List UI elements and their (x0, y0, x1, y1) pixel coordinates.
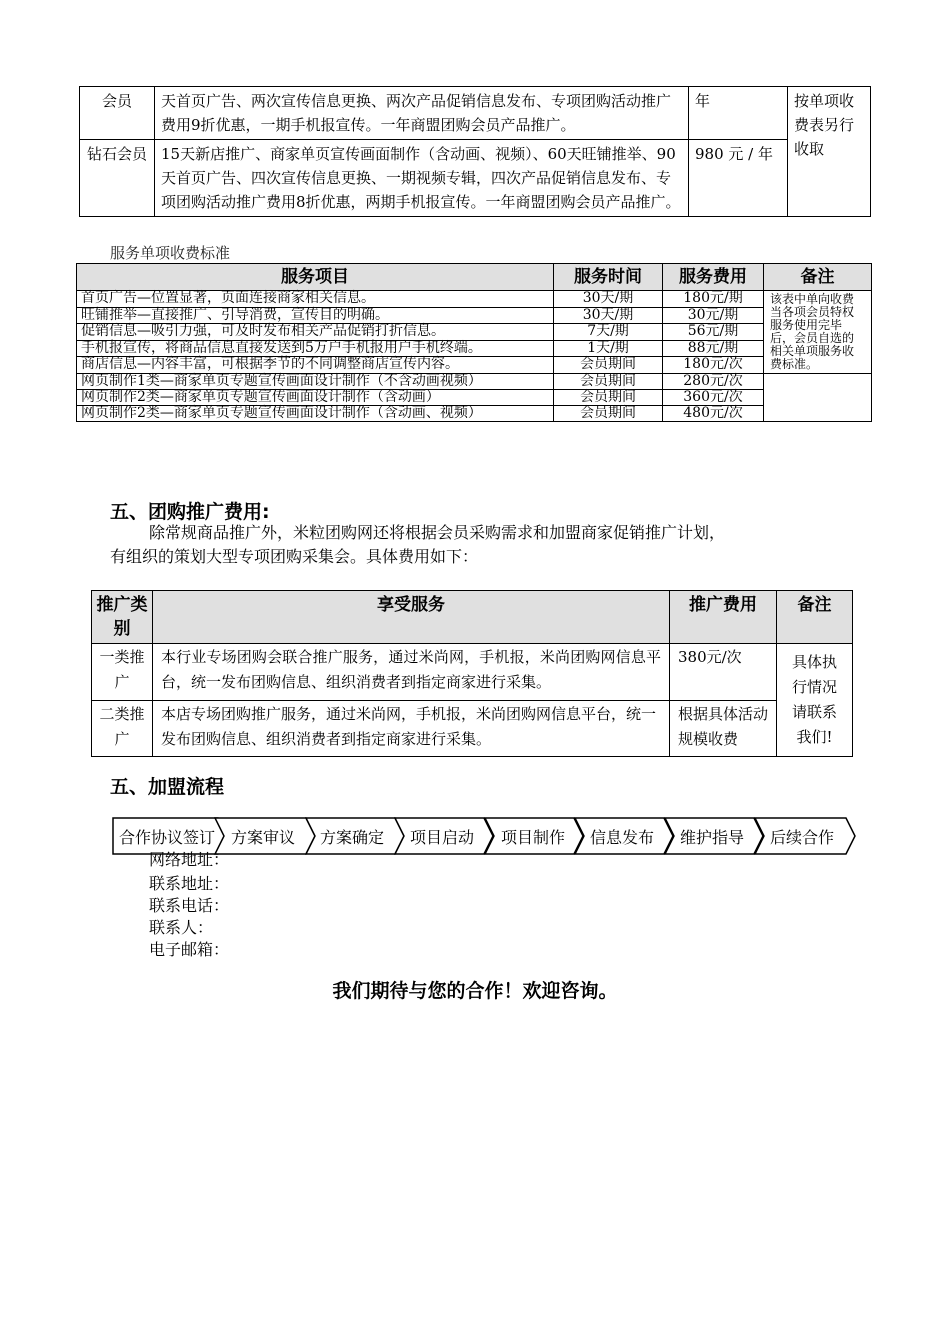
service-time: 1天/期 (554, 340, 663, 357)
member-price: 980 元 / 年 (689, 140, 788, 217)
column-header: 服务费用 (663, 264, 764, 291)
service-note: 该表中单向收费当各项会员特权服务使用完毕后，会员自选的相关单项服务收费标准。 (764, 291, 872, 374)
member-benefits: 15天新店推广、商家单页宣传画面制作（含动画、视频）、60天旺铺推举、90天首页广告、四次宣传信息更换、一期视频专辑，四次产品促销信息发布、专项团购活动推广费用8折优惠，两期手机报宣传。一年商盟团购会员产品推广。 (155, 140, 689, 217)
service-fee: 280元/次 (663, 374, 764, 390)
promo-category: 二类推广 (92, 700, 153, 757)
service-time: 会员期间 (554, 406, 663, 422)
service-item: 网页制作1类—商家单页专题宣传画面设计制作（不含动画视频） (77, 374, 554, 390)
service-fee: 56元/期 (663, 324, 764, 341)
table-header-row (92, 591, 853, 644)
service-price-table (76, 263, 872, 422)
group-fee-heading: 五、团购推广费用: (110, 501, 270, 523)
column-header: 服务时间 (554, 264, 663, 291)
group-fee-table (91, 590, 853, 757)
service-item: 网页制作2类—商家单页专题宣传画面设计制作（含动画、视频） (77, 406, 554, 422)
table-row (77, 374, 872, 390)
process-step-label: 后续合作 (770, 828, 835, 847)
table-row (77, 390, 872, 406)
empty-note-cell (764, 374, 872, 422)
process-step-label: 信息发布 (590, 828, 655, 847)
service-time: 会员期间 (554, 374, 663, 390)
contact-email: 电子邮箱： (149, 940, 230, 959)
column-header: 推广费用 (670, 591, 777, 644)
process-step (664, 817, 764, 855)
member-note: 按单项收费表另行收取 (788, 87, 871, 217)
service-item: 首页广告—位置显著，页面连接商家相关信息。 (77, 291, 554, 308)
service-time: 7天/期 (554, 324, 663, 341)
process-step-label: 方案审议 (231, 828, 296, 847)
promo-fee: 380元/次 (670, 644, 777, 701)
membership-table (79, 86, 871, 217)
process-step (574, 817, 674, 855)
service-item: 网页制作2类—商家单页专题宣传画面设计制作（含动画） (77, 390, 554, 406)
service-fee: 480元/次 (663, 406, 764, 422)
promo-fee: 根据具体活动规模收费 (670, 700, 777, 757)
table-header-row (77, 264, 872, 291)
table-row (77, 340, 872, 357)
contact-person: 联系人： (149, 918, 214, 937)
member-benefits: 天首页广告、两次宣传信息更换、两次产品促销信息发布、专项团购活动推广费用9折优惠，一期手机报宣传。一年商盟团购会员产品推广。 (155, 87, 689, 140)
service-time: 30天/期 (554, 291, 663, 308)
service-item: 旺铺推举—直接推广、引导消费，宣传目的明确。 (77, 307, 554, 324)
table-row (77, 406, 872, 422)
process-step-label: 项目制作 (501, 828, 566, 847)
contact-phone: 联系电话： (149, 896, 230, 915)
service-item: 促销信息—吸引力强，可及时发布相关产品促销打折信息。 (77, 324, 554, 341)
promo-note: 具体执行情况请联系我们! (777, 644, 853, 757)
group-fee-paragraph-line1: 除常规商品推广外，米粒团购网还将根据会员采购需求和加盟商家促销推广计划， (149, 523, 726, 542)
process-step (214, 817, 316, 855)
process-step (305, 817, 405, 855)
member-type: 会员 (80, 87, 155, 140)
closing-message: 我们期待与您的合作！欢迎咨询。 (332, 980, 618, 1002)
table-row (77, 324, 872, 341)
contact-website: 网络地址： (149, 850, 230, 869)
join-process-heading: 五、加盟流程 (110, 776, 225, 798)
column-header: 备注 (777, 591, 853, 644)
group-fee-paragraph-line2: 有组织的策划大型专项团购采集会。具体费用如下： (110, 547, 479, 566)
process-step (484, 817, 584, 855)
service-fee: 180元/次 (663, 357, 764, 374)
process-step (754, 817, 856, 855)
table-row (80, 87, 871, 140)
service-item: 商店信息—内容丰富，可根据季节的不同调整商店宣传内容。 (77, 357, 554, 374)
service-fee: 88元/期 (663, 340, 764, 357)
promo-category: 一类推广 (92, 644, 153, 701)
promo-service: 本行业专场团购会联合推广服务，通过米尚网，手机报，米尚团购网信息平台，统一发布团购信息、组织消费者到指定商家进行采集。 (153, 644, 670, 701)
member-type: 钻石会员 (80, 140, 155, 217)
column-header: 服务项目 (77, 264, 554, 291)
process-step-label: 维护指导 (680, 828, 745, 847)
promo-service: 本店专场团购推广服务，通过米尚网，手机报，米尚团购网信息平台，统一发布团购信息、组织消费者到指定商家进行采集。 (153, 700, 670, 757)
table-row (77, 307, 872, 324)
service-item: 手机报宣传，将商品信息直接发送到5万户手机报用户手机终端。 (77, 340, 554, 357)
table-row (80, 140, 871, 217)
table-row (92, 644, 853, 701)
member-price: 年 (689, 87, 788, 140)
service-time: 会员期间 (554, 390, 663, 406)
column-header: 推广类别 (92, 591, 153, 644)
table-row (77, 357, 872, 374)
table-row (92, 700, 853, 757)
column-header: 享受服务 (153, 591, 670, 644)
service-fee: 360元/次 (663, 390, 764, 406)
process-step-label: 项目启动 (410, 828, 475, 847)
column-header: 备注 (764, 264, 872, 291)
contact-address: 联系地址： (149, 874, 230, 893)
table-row (77, 291, 872, 308)
process-step-label: 合作协议签订 (119, 828, 216, 847)
service-table-caption: 服务单项收费标准 (110, 244, 231, 262)
service-fee: 180元/期 (663, 291, 764, 308)
service-time: 30天/期 (554, 307, 663, 324)
service-time: 会员期间 (554, 357, 663, 374)
process-step (394, 817, 494, 855)
process-step-label: 方案确定 (320, 828, 385, 847)
service-fee: 30元/期 (663, 307, 764, 324)
